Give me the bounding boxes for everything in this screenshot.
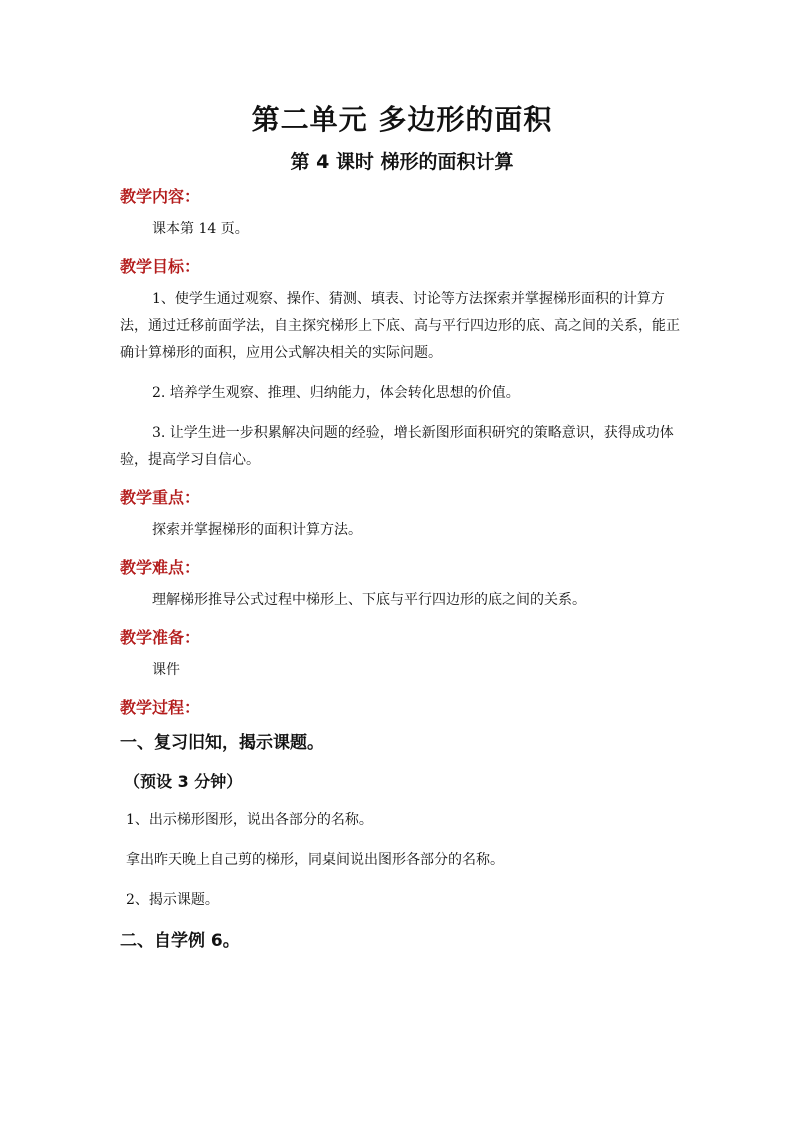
- difficulties-text: 理解梯形推导公式过程中梯形上、下底与平行四边形的底之间的关系。: [152, 592, 586, 608]
- key-points-text: 探索并掌握梯形的面积计算方法。: [152, 522, 362, 538]
- difficulties-heading: 教学难点：: [120, 558, 201, 577]
- process-heading: 教学过程：: [120, 698, 201, 717]
- part1-preset-time: （预设 3 分钟）: [124, 772, 243, 791]
- content-text: 课本第 14 页。: [152, 221, 249, 237]
- part1-step-3: 2、揭示课题。: [126, 892, 219, 908]
- content-heading: 教学内容：: [120, 187, 201, 206]
- part1-step-1: 1、出示梯形图形，说出各部分的名称。: [126, 812, 373, 828]
- lesson-subtitle: 第 4 课时 梯形的面积计算: [290, 151, 514, 173]
- part2-heading: 二、自学例 6。: [120, 931, 240, 951]
- goal-item-3: 3. 让学生进一步积累解决问题的经验，增长新图形面积研究的策略意识，获得成功体验，提高学习自信心。: [120, 425, 674, 468]
- goals-heading: 教学目标：: [120, 257, 201, 276]
- key-points-heading: 教学重点：: [120, 488, 201, 507]
- preparation-heading: 教学准备：: [120, 628, 201, 647]
- document-title: 第二单元 多边形的面积: [251, 103, 553, 136]
- part1-step-2: 拿出昨天晚上自己剪的梯形，同桌间说出图形各部分的名称。: [126, 852, 504, 868]
- preparation-text: 课件: [152, 662, 180, 678]
- part1-heading: 一、复习旧知，揭示课题。: [120, 733, 324, 753]
- goal-item-1: 1、使学生通过观察、操作、猜测、填表、讨论等方法探索并掌握梯形面积的计算方法，通过迁移前面学法，自主探究梯形上下底、高与平行四边形的底、高之间的关系，能正确计算梯形的面积，应用公式解决相关的实际问题。: [120, 291, 680, 361]
- goal-item-2: 2. 培养学生观察、推理、归纳能力，体会转化思想的价值。: [152, 385, 520, 401]
